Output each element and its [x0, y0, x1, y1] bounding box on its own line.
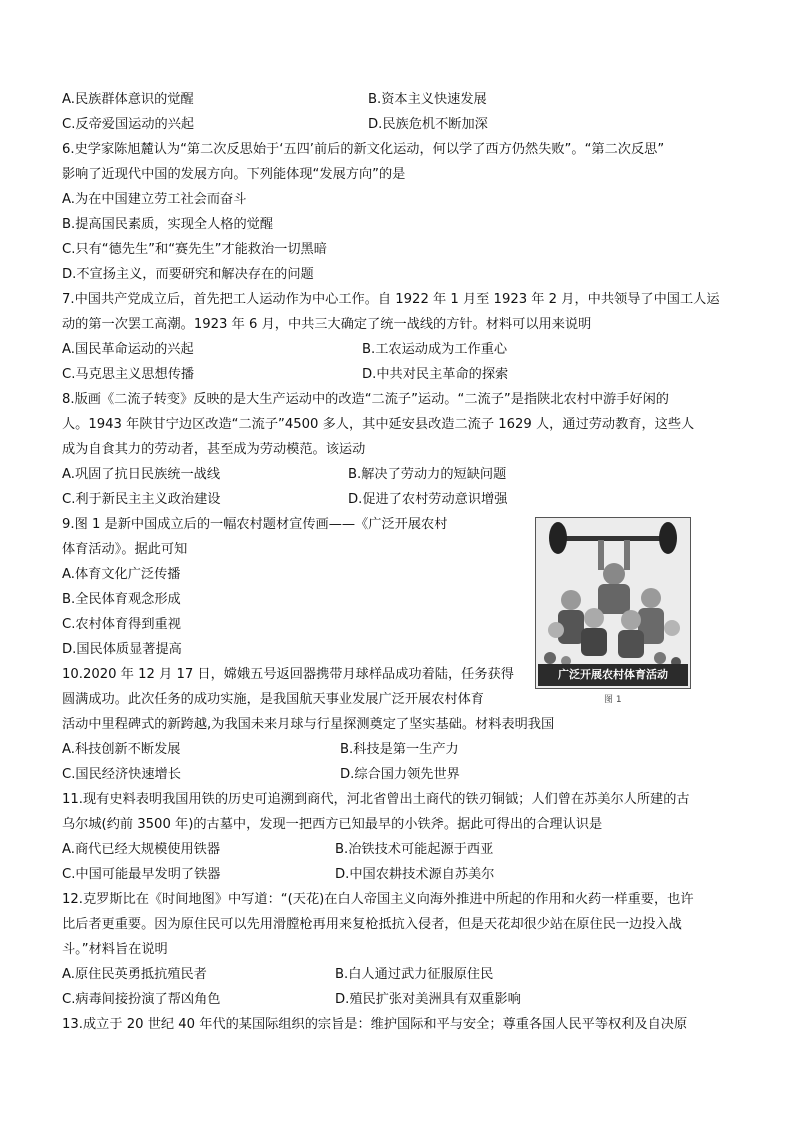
- q10-stem-line-2: 圆满成功。此次任务的成功实施，是我国航天事业发展广泛开展农村体育: [62, 692, 484, 707]
- q10-option-a: A.科技创新不断发展: [62, 742, 181, 757]
- poster-banner-text: 广泛开展农村体育活动: [558, 668, 668, 681]
- q10-option-c: C.国民经济快速增长: [62, 767, 181, 782]
- q9-option-b: B.全民体育观念形成: [62, 592, 181, 607]
- q7-option-a: A.国民革命运动的兴起: [62, 342, 194, 357]
- q6-option-a: A.为在中国建立劳工社会而奋斗: [62, 192, 247, 207]
- q12-option-d: D.殖民扩张对美洲具有双重影响: [335, 992, 521, 1007]
- q5-option-a: A.民族群体意识的觉醒: [62, 92, 194, 107]
- q7-stem-line-1: 7.中国共产党成立后，首先把工人运动作为中心工作。自 1922 年 1 月至 1923 年 2 月，中共领导了中国工人运: [62, 292, 720, 307]
- q7-option-b: B.工农运动成为工作重心: [362, 342, 508, 357]
- q5-option-b: B.资本主义快速发展: [368, 92, 487, 107]
- q8-stem-line-2: 人。1943 年陕甘宁边区改造“二流子”4500 多人，其中延安县改造二流子 1629 人，通过劳动教育，这些人: [62, 417, 695, 432]
- q13-stem-line-1: 13.成立于 20 世纪 40 年代的某国际组织的宗旨是：维护国际和平与安全；尊重各国人民平等权利及自决原: [62, 1017, 688, 1032]
- q5-option-d: D.民族危机不断加深: [368, 117, 488, 132]
- q7-option-c: C.马克思主义思想传播: [62, 367, 195, 382]
- q5-option-c: C.反帝爱国运动的兴起: [62, 117, 195, 132]
- q9-option-a: A.体育文化广泛传播: [62, 567, 181, 582]
- q11-option-d: D.中国农耕技术源自苏美尔: [335, 867, 495, 882]
- q11-stem-line-1: 11.现有史料表明我国用铁的历史可追溯到商代，河北省曾出土商代的铁刃铜钺；人们曾在苏美尔人所建的古: [62, 792, 690, 807]
- q10-option-b: B.科技是第一生产力: [340, 742, 459, 757]
- q9-option-c: C.农村体育得到重视: [62, 617, 181, 632]
- q12-option-b: B.白人通过武力征服原住民: [335, 967, 494, 982]
- q6-stem-line-1: 6.史学家陈旭麓认为“第二次反思始于‘五四’前后的新文化运动，何以学了西方仍然失败”。“第二次反思”: [62, 142, 665, 157]
- q6-option-c: C.只有“德先生”和“赛先生”才能救治一切黑暗: [62, 242, 327, 257]
- propaganda-poster-image: [535, 517, 691, 689]
- figure-caption: 图 1: [604, 695, 622, 705]
- q11-stem-line-2: 乌尔城(约前 3500 年)的古墓中，发现一把西方已知最早的小铁斧。据此可得出的合理认识是: [62, 817, 603, 832]
- q6-option-d: D.不宣扬主义，而要研究和解决存在的问题: [62, 267, 314, 282]
- q12-stem-line-1: 12.克罗斯比在《时间地图》中写道：“(天花)在白人帝国主义向海外推进中所起的作用和火药一样重要，也许: [62, 892, 694, 907]
- q8-stem-line-3: 成为自食其力的劳动者，甚至成为劳动模范。该运动: [62, 442, 366, 457]
- q6-option-b: B.提高国民素质，实现全人格的觉醒: [62, 217, 274, 232]
- q8-option-c: C.利于新民主主义政治建设: [62, 492, 221, 507]
- q10-stem-line-3: 活动中里程碑式的新跨越,为我国未来月球与行星探测奠定了坚实基础。材料表明我国: [62, 717, 555, 732]
- q10-stem-line-1: 10.2020 年 12 月 17 日，嫦娥五号返回器携带月球样品成功着陆，任务获得: [62, 667, 514, 682]
- q10-option-d: D.综合国力领先世界: [340, 767, 460, 782]
- q11-option-a: A.商代已经大规模使用铁器: [62, 842, 221, 857]
- q11-option-b: B.冶铁技术可能起源于西亚: [335, 842, 494, 857]
- q12-stem-line-2: 比后者更重要。因为原住民可以先用滑膛枪再用来复枪抵抗入侵者，但是天花却很少站在原住民一边投入战: [62, 917, 682, 932]
- q8-option-d: D.促进了农村劳动意识增强: [348, 492, 508, 507]
- q8-option-a: A.巩固了抗日民族统一战线: [62, 467, 221, 482]
- q12-option-c: C.病毒间接扮演了帮凶角色: [62, 992, 221, 1007]
- q9-stem-line-1: 9.图 1 是新中国成立后的一幅农村题材宣传画——《广泛开展农村: [62, 517, 448, 532]
- q12-option-a: A.原住民英勇抵抗殖民者: [62, 967, 207, 982]
- q11-option-c: C.中国可能最早发明了铁器: [62, 867, 221, 882]
- q9-stem-line-2: 体育活动》。据此可知: [62, 542, 188, 557]
- q9-option-d: D.国民体质显著提高: [62, 642, 182, 657]
- q8-option-b: B.解决了劳动力的短缺问题: [348, 467, 507, 482]
- q7-option-d: D.中共对民主革命的探索: [362, 367, 509, 382]
- q12-stem-line-3: 斗。”材料旨在说明: [62, 942, 168, 957]
- q8-stem-line-1: 8.版画《二流子转变》反映的是大生产运动中的改造“二流子”运动。“二流子”是指陕北农村中游手好闲的: [62, 392, 669, 407]
- q7-stem-line-2: 动的第一次罢工高潮。1923 年 6 月，中共三大确定了统一战线的方针。材料可以用来说明: [62, 317, 592, 332]
- q6-stem-line-2: 影响了近现代中国的发展方向。下列能体现“发展方向”的是: [62, 167, 406, 182]
